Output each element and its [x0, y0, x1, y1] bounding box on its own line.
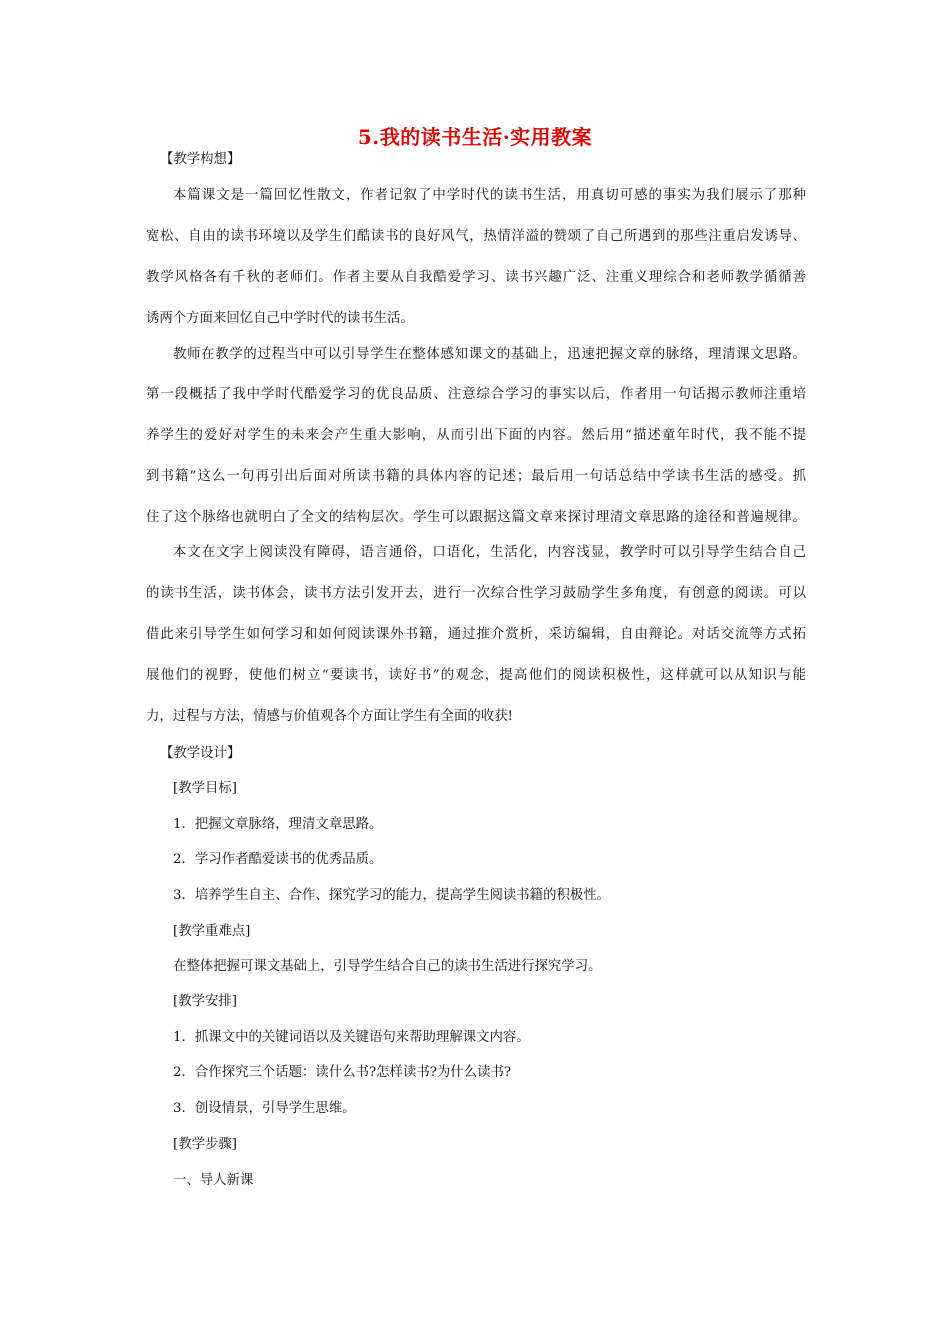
subheading-arrangement: [教学安排]	[173, 994, 238, 1009]
paragraph-line: 诱两个方面来回忆自己中学时代的读书生活。	[146, 311, 414, 326]
goal-item: 1．把握文章脉络，理清文章思路。	[173, 817, 383, 832]
subheading-key-points: [教学重难点]	[173, 924, 251, 939]
paragraph-line: 宽松、自由的读书环境以及学生们酷读书的良好风气，热情洋溢的赞颂了自己所遇到的那些注重启发诱导、	[146, 229, 806, 244]
step-item: 一、导人新课	[173, 1173, 254, 1188]
paragraph-line: 本文在文字上阅读没有障碍，语言通俗，口语化，生活化，内容浅显，教学时可以引导学生结合自己	[173, 545, 806, 560]
document-title: 5.我的读书生活·实用教案	[357, 125, 593, 149]
subheading-steps: [教学步骤]	[173, 1137, 238, 1152]
paragraph-line: 教学风格各有千秋的老师们。作者主要从自我酷爱学习、读书兴趣广泛、注重义理综合和老师教学循循善	[146, 270, 806, 285]
goal-item: 3．培养学生自主、合作、探究学习的能力，提高学生阅读书籍的积极性。	[173, 888, 611, 903]
subheading-goals: [教学目标]	[173, 781, 238, 796]
paragraph-line: 借此来引导学生如何学习和如何阅读课外书籍，通过推介赏析，采访编辑，自由辩论。对话交流等方式拓	[146, 627, 806, 642]
arrangement-item: 1．抓课文中的关键词语以及关键语句来帮助理解课文内容。	[173, 1030, 530, 1045]
section-heading-design: 【教学设计】	[160, 746, 241, 761]
section-heading-concept: 【教学构想】	[160, 152, 241, 167]
paragraph-line: 住了这个脉络也就明白了全文的结构层次。学生可以跟据这篇文章来探讨理清文章思路的途径和普遍规律。	[146, 510, 806, 525]
paragraph-line: 力，过程与方法，情感与价值观各个方面让学生有全面的收获!	[146, 709, 513, 724]
paragraph-line: 第一段概括了我中学时代酷爱学习的优良品质、注意综合学习的事实以后，作者用一句话揭示教师注重培	[146, 387, 806, 402]
paragraph-line: 展他们的视野，使他们树立“要读书，读好书”的观念，提高他们的阅读积极性，这样就可以从知识与能	[146, 668, 806, 683]
arrangement-item: 3．创设情景，引导学生思维。	[173, 1101, 356, 1116]
paragraph-line: 养学生的爱好对学生的未来会产生重大影响，从而引出下面的内容。然后用“描述童年时代，我不能不提	[146, 428, 806, 443]
paragraph-line: 本篇课文是一篇回忆性散文，作者记叙了中学时代的读书生活，用真切可感的事实为我们展示了那种	[173, 188, 806, 203]
paragraph-line: 到书籍”这么一句再引出后面对所读书籍的具体内容的记述；最后用一句话总结中学读书生活的感受。抓	[146, 469, 806, 484]
goal-item: 2．学习作者酷爱读书的优秀品质。	[173, 852, 383, 867]
paragraph-line: 教师在教学的过程当中可以引导学生在整体感知课文的基础上，迅速把握文章的脉络，理清课文思路。	[173, 347, 806, 362]
arrangement-item: 2．合作探究三个话题：读什么书?怎样读书?为什么读书?	[173, 1065, 512, 1080]
paragraph-line: 的读书生活，读书体会，读书方法引发开去，进行一次综合性学习鼓励学生多角度，有创意的阅读。可以	[146, 586, 806, 601]
key-points-text: 在整体把握可课文基础上，引导学生结合自己的读书生活进行探究学习。	[173, 959, 602, 974]
